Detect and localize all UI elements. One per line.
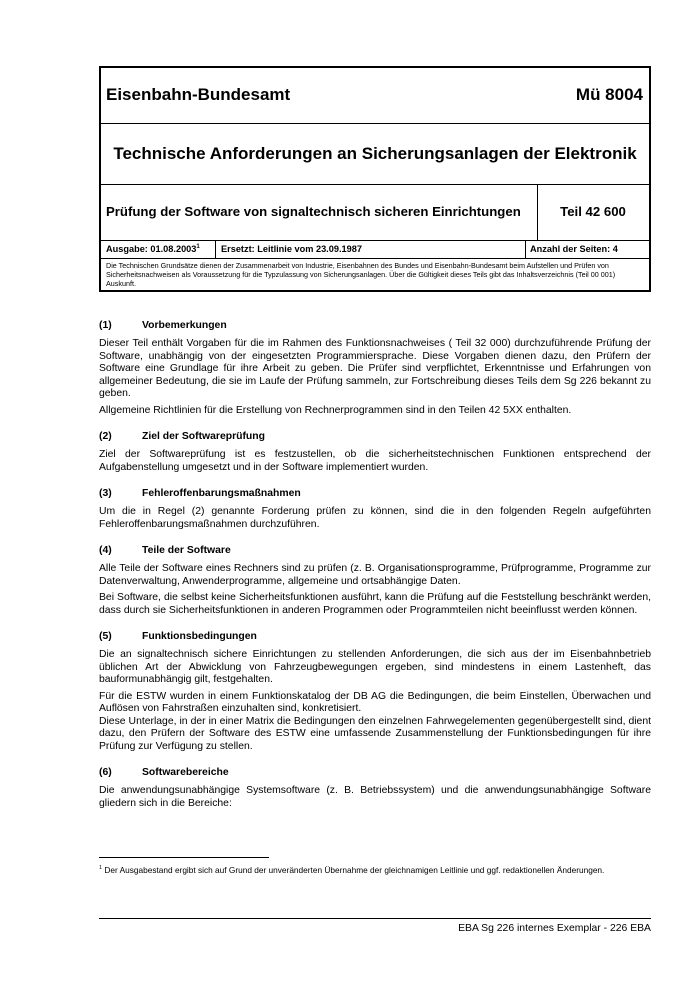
paragraph: Bei Software, die selbst keine Sicherheitsfunktionen ausführt, kann die Prüfung auf die Feststellung beschränkt werden, dass durch sie Sicherheitsfunktionen in anderen Programmen oder Programmteilen nicht beeinflusst werden können. — [99, 592, 651, 616]
header-row-title — [101, 68, 649, 124]
footnote — [99, 863, 651, 875]
footnote-separator — [99, 857, 269, 858]
divider — [215, 241, 216, 258]
section-number: (2) — [99, 431, 112, 442]
footnote-text: Der Ausgabestand ergibt sich auf Grund der unveränderten Übernahme der gleichnamigen Leitlinie und ggf. redaktionellen Änderungen. — [102, 864, 605, 875]
section-title: Softwarebereiche — [142, 767, 229, 778]
document-header — [99, 66, 651, 292]
paragraph: Ziel der Softwareprüfung ist es festzustellen, ob die sicherheitstechnischen Funktionen entsprechend der Aufgabenstellung umgesetzt und in der Software implementiert wurden. — [99, 449, 651, 473]
section-title: Funktionsbedingungen — [142, 631, 257, 642]
organization-name: Eisenbahn-Bundesamt — [106, 85, 291, 104]
paragraph: Allgemeine Richtlinien für die Erstellung von Rechnerprogrammen sind in den Teilen 42 5XX enthalten. — [99, 404, 572, 416]
document-subtitle: Prüfung der Software von signaltechnisch sicheren Einrichtungen — [106, 204, 521, 219]
paragraph: Die an signaltechnisch sichere Einrichtungen zu stellenden Anforderungen, die sich aus der im Eisenbahnbetrieb üblichen Art der Abwicklung von Fahrzeugbewegungen ergeben, sind mindestens in einem Lastenheft, das bauformunabhängig gilt, festgehalten. — [99, 649, 651, 685]
footnote-mark: 1 — [99, 865, 103, 871]
section-title: Ziel der Softwareprüfung — [142, 431, 265, 442]
section-number: (4) — [99, 545, 112, 556]
section-number: (6) — [99, 767, 112, 778]
section-number: (5) — [99, 631, 112, 642]
issue-date-text: Ausgabe: 01.08.2003 — [106, 244, 197, 255]
section-title: Vorbemerkungen — [142, 320, 227, 331]
header-row-intro — [101, 259, 649, 290]
section-number: (1) — [99, 320, 112, 331]
footnote-mark: 1 — [196, 244, 200, 250]
document-body — [99, 320, 651, 824]
footer-text: EBA Sg 226 internes Exemplar - 226 EBA — [458, 923, 651, 934]
paragraph: Alle Teile der Software eines Rechners sind zu prüfen (z. B. Organisationsprogramme, Prüfprogramme, Programme zur Datenverwaltung, Anwenderprogramme, allgemeine und ortsabhängige Daten. — [99, 563, 651, 587]
section-softwarebereiche — [99, 767, 651, 810]
section-heading — [99, 320, 651, 336]
divider — [525, 241, 526, 258]
section-heading — [99, 767, 651, 783]
section-title: Fehleroffenbarungsmaßnahmen — [142, 488, 301, 499]
section-heading — [99, 631, 651, 647]
section-vorbemerkungen — [99, 320, 651, 417]
document-number: Mü 8004 — [575, 85, 643, 104]
page-count: Anzahl der Seiten: 4 — [530, 244, 618, 254]
main-title: Technische Anforderungen an Sicherungsanlagen der Elektronik — [113, 144, 637, 163]
section-fehleroffenbarung — [99, 488, 651, 531]
section-heading — [99, 545, 651, 561]
section-teile — [99, 545, 651, 617]
issue-date — [106, 244, 200, 254]
header-row-subtitle — [101, 185, 649, 241]
header-row-main-title — [101, 124, 649, 185]
section-heading — [99, 431, 651, 447]
section-heading — [99, 488, 651, 504]
section-funktionsbedingungen — [99, 631, 651, 753]
paragraph: Die anwendungsunabhängige Systemsoftware (z. B. Betriebssystem) und die anwendungsunabhängige Software gliedern sich in die Bereiche: — [99, 785, 651, 809]
paragraph: Diese Unterlage, in der in einer Matrix die Bedingungen den einzelnen Fahrwegelementen gegenübergestellt sind, dient dazu, den Prüfern der Software des ESTW eine umfassende Zusammenstellung der Funktionsbedingungen für ihre Prüfung zur Verfügung zu stellen. — [99, 715, 651, 752]
paragraph: Für die ESTW wurden in einem Funktionskatalog der DB AG die Bedingungen, die beim Einstellen, Überwachen und Auflösen von Fahrstraßen einzuhalten sind, konkretisiert. — [99, 690, 651, 714]
paragraph: Dieser Teil enthält Vorgaben für die im Rahmen des Funktionsnachweises ( Teil 32 000) durchzuführende Prüfung der Software, unabhängig von der eingesetzten Programmiersprache. Diese Vorgaben dienen dazu, den Prüfern der Software eine Grundlage für ihre Arbeit zu geben. Die Prüfer sind verpflichtet, Erkenntnisse und Erfahrungen von allgemeiner Bedeutung, die sie im Laufe der Prüfung sammeln, zur Fortschreibung dieses Teils dem Sg 226 bekannt zu geben. — [99, 338, 651, 399]
header-row-meta — [101, 241, 649, 259]
section-number: (3) — [99, 488, 112, 499]
footer-rule — [99, 918, 651, 919]
part-number: Teil 42 600 — [560, 204, 626, 219]
intro-text: Die Technischen Grundsätze dienen der Zusammenarbeit von Industrie, Eisenbahnen des Bundes und Eisenbahn-Bundesamt beim Aufstellen und Prüfen von Sicherheitsnachweisen als Voraussetzung für die Typzulassung von Sicherungsanlagen. Über die Gültigkeit dieses Teils gibt das Inhaltsverzeichnis (Teil 00 001) Auskunft. — [106, 261, 616, 288]
paragraph: Um die in Regel (2) genannte Forderung prüfen zu können, sind die in den folgenden Regeln aufgeführten Fehleroffenbarungsmaßnahmen durchzuführen. — [99, 506, 651, 530]
section-ziel — [99, 431, 651, 474]
section-title: Teile der Software — [142, 545, 231, 556]
replaces-info: Ersetzt: Leitlinie vom 23.09.1987 — [221, 244, 362, 254]
